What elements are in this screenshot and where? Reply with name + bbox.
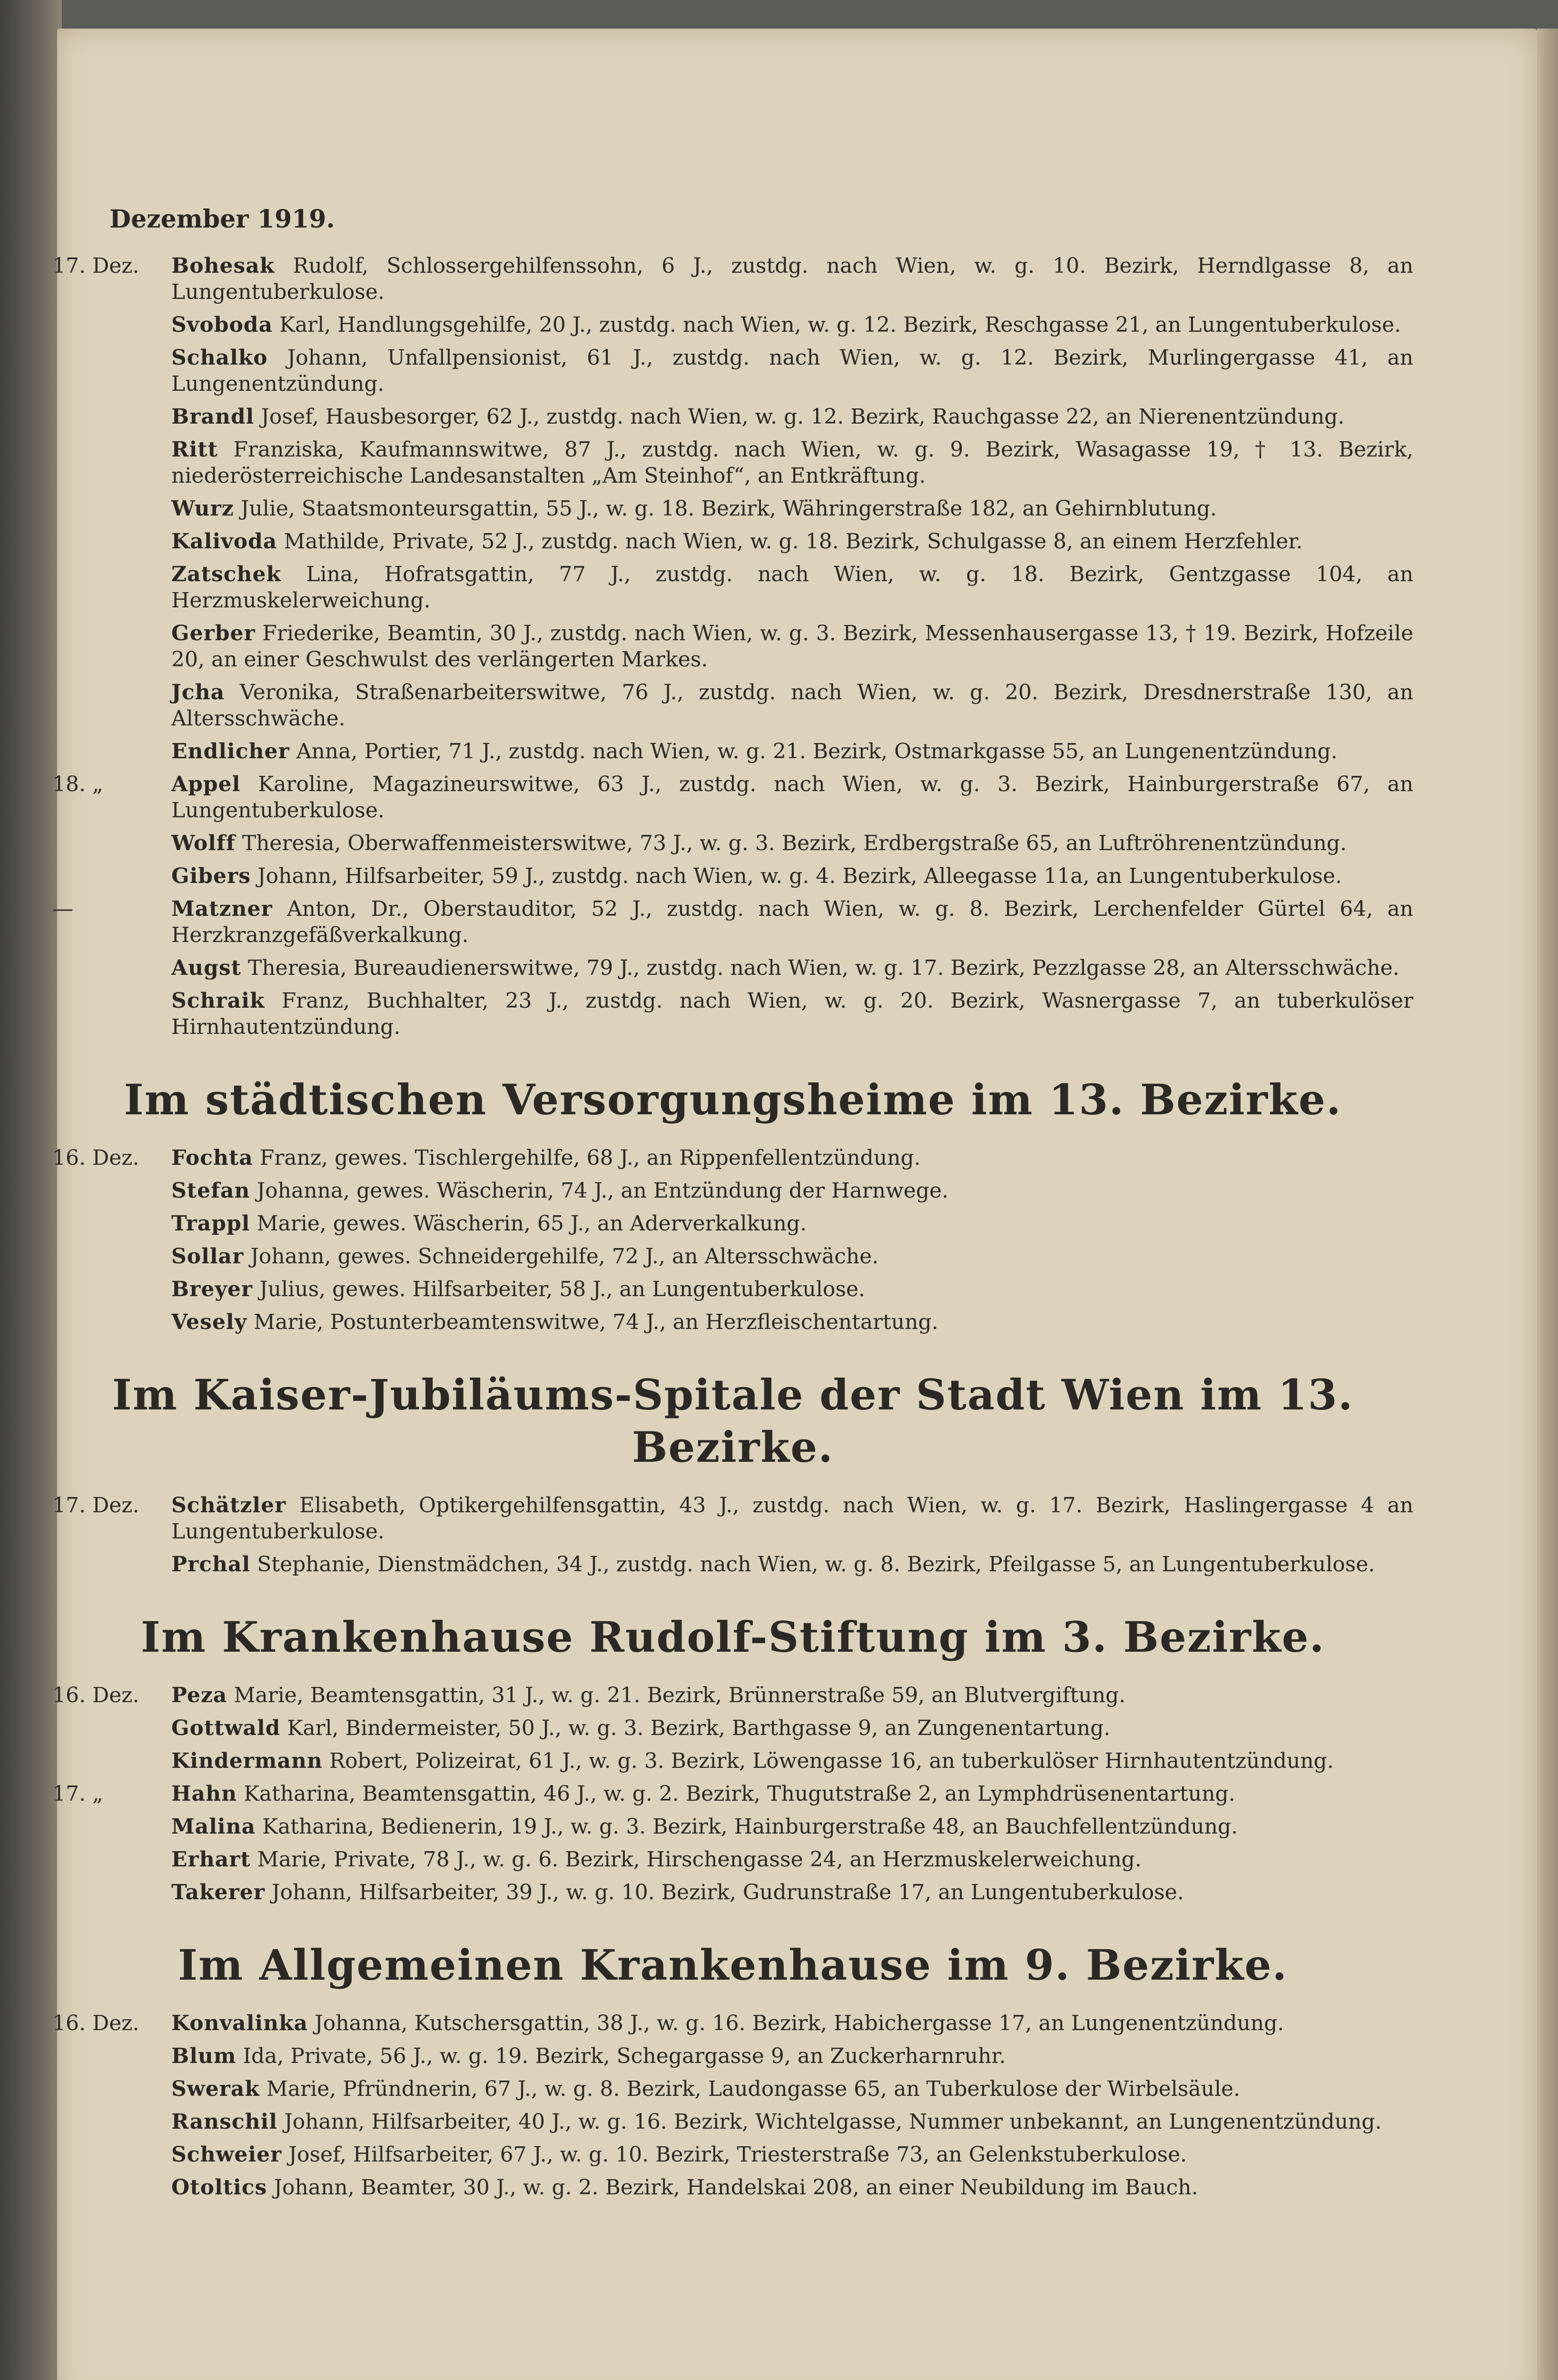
entry-surname: Brandl — [171, 405, 255, 429]
entry-body — [171, 1145, 1413, 1171]
entry-surname: Matzner — [171, 897, 273, 921]
entry-body — [171, 561, 1413, 614]
entry-text: Katharina, Beamtensgattin, 46 J., w. g. 2. Bezirk, Thugutstraße 2, an Lymphdrüsenentartung. — [244, 1782, 1235, 1806]
death-entry — [52, 771, 1413, 823]
death-entry — [52, 528, 1413, 555]
entry-text: Ida, Private, 56 J., w. g. 19. Bezirk, Schegargasse 9, an Zuckerharnruhr. — [243, 2044, 1006, 2068]
death-entry — [52, 896, 1413, 948]
entry-surname: Endlicher — [171, 739, 290, 764]
entry-body — [171, 1715, 1413, 1741]
entry-body — [171, 1551, 1413, 1577]
entry-text: Julius, gewes. Hilfsarbeiter, 58 J., an Lungentuberkulose. — [259, 1277, 865, 1301]
entry-body — [171, 896, 1413, 948]
entry-text: Karoline, Magazineurswitwe, 63 J., zustdg. nach Wien, w. g. 3. Bezirk, Hainburgerstraße 67, an Lungentuberkulose. — [171, 772, 1413, 823]
death-entry — [52, 2043, 1413, 2069]
entry-body — [171, 1781, 1413, 1807]
death-entry — [52, 312, 1413, 338]
entry-text: Johann, Hilfsarbeiter, 59 J., zustdg. nach Wien, w. g. 4. Bezirk, Alleegasse 11a, an Lungentuberkulose. — [257, 864, 1342, 888]
entry-body — [171, 1814, 1413, 1840]
entry-text: Veronika, Straßenarbeiterswitwe, 76 J., zustdg. nach Wien, w. g. 20. Bezirk, Dresdnerstraße 130, an Altersschwäche. — [171, 680, 1413, 731]
entry-surname: Schraik — [171, 989, 265, 1013]
entry-text: Mathilde, Private, 52 J., zustdg. nach Wien, w. g. 18. Bezirk, Schulgasse 8, an einem Herzfehler. — [284, 529, 1303, 554]
entry-text: Stephanie, Dienstmädchen, 34 J., zustdg. nach Wien, w. g. 8. Bezirk, Pfeilgasse 5, an Lungentuberkulose. — [257, 1552, 1375, 1577]
entry-text: Josef, Hilfsarbeiter, 67 J., w. g. 10. Bezirk, Triesterstraße 73, an Gelenkstuberkulose. — [288, 2142, 1187, 2167]
sections-container — [52, 253, 1413, 2201]
entry-body — [171, 955, 1413, 981]
entry-date: 16. Dez. — [52, 1146, 139, 1170]
entry-text: Robert, Polizeirat, 61 J., w. g. 3. Bezirk, Löwengasse 16, an tuberkulöser Hirnhautentzündung. — [329, 1749, 1334, 1773]
entry-text: Josef, Hausbesorger, 62 J., zustdg. nach Wien, w. g. 12. Bezirk, Rauchgasse 22, an Nierenentzündung. — [261, 405, 1345, 429]
death-entry — [52, 1243, 1413, 1269]
death-entry — [52, 1715, 1413, 1741]
entry-surname: Blum — [171, 2044, 237, 2068]
entry-body — [171, 1748, 1413, 1774]
death-entry — [52, 1210, 1413, 1237]
death-entry — [52, 2109, 1413, 2135]
entry-text: Franz, gewes. Tischlergehilfe, 68 J., an Rippenfellentzündung. — [259, 1146, 921, 1170]
entry-body — [171, 312, 1413, 338]
entry-body — [171, 1879, 1413, 1905]
entry-body — [171, 436, 1413, 489]
entry-text: Elisabeth, Optikergehilfensgattin, 43 J., zustdg. nach Wien, w. g. 17. Bezirk, Haslingergasse 4 an Lungentuberkulose. — [171, 1493, 1413, 1544]
entry-body — [171, 2109, 1413, 2135]
entry-surname: Sollar — [171, 1244, 244, 1269]
entry-text: Johann, Hilfsarbeiter, 39 J., w. g. 10. Bezirk, Gudrunstraße 17, an Lungentuberkulose. — [271, 1880, 1184, 1904]
death-entry — [52, 679, 1413, 732]
entry-body — [171, 2043, 1413, 2069]
entry-body — [171, 1682, 1413, 1708]
section-heading: Im Krankenhause Rudolf-Stiftung im 3. Bezirke. — [140, 1612, 1325, 1662]
entry-text: Julie, Staatsmonteursgattin, 55 J., w. g. 18. Bezirk, Währingerstraße 182, an Gehirnblutung. — [240, 496, 1217, 521]
entry-text: Marie, Beamtensgattin, 31 J., w. g. 21. Bezirk, Brünnerstraße 59, an Blutvergiftung. — [234, 1683, 1126, 1707]
death-entry — [52, 1879, 1413, 1905]
entry-text: Theresia, Oberwaffenmeisterswitwe, 73 J., w. g. 3. Bezirk, Erdbergstraße 65, an Luftröhrenentzündung. — [242, 831, 1347, 855]
entry-body — [171, 1276, 1413, 1302]
entry-surname: Fochta — [171, 1146, 253, 1170]
entry-body — [171, 1178, 1413, 1204]
entry-surname: Peza — [171, 1683, 227, 1707]
entry-surname: Gerber — [171, 621, 256, 645]
death-entry — [52, 1492, 1413, 1545]
entry-text: Marie, Postunterbeamtenswitwe, 74 J., an Herzfleischentartung. — [254, 1310, 938, 1334]
death-entry — [52, 2010, 1413, 2036]
entry-body — [171, 1210, 1413, 1237]
entry-date: — — [52, 897, 73, 921]
entry-surname: Ritt — [171, 437, 218, 462]
entry-body — [171, 771, 1413, 823]
entry-text: Franz, Buchhalter, 23 J., zustdg. nach Wien, w. g. 20. Bezirk, Wasnergasse 7, an tuberkulöser Hirnhautentzündung. — [171, 989, 1413, 1039]
death-entry — [52, 1178, 1413, 1204]
entry-body — [171, 1309, 1413, 1335]
death-entry — [52, 1748, 1413, 1774]
section-heading: Im Kaiser-Jubiläums-Spitale der Stadt Wien im 13. Bezirke. — [112, 1370, 1354, 1472]
death-entry — [52, 1145, 1413, 1171]
entry-body — [171, 620, 1413, 673]
entry-date: 17. „ — [52, 1782, 103, 1806]
entry-surname: Jcha — [171, 680, 225, 704]
entry-surname: Prchal — [171, 1552, 251, 1577]
death-entry — [52, 988, 1413, 1040]
entry-date: 17. Dez. — [52, 254, 139, 278]
entry-surname: Schalko — [171, 346, 268, 370]
entry-text: Johann, Beamter, 30 J., w. g. 2. Bezirk, Handelskai 208, an einer Neubildung im Bauch. — [274, 2175, 1198, 2200]
entry-surname: Schätzler — [171, 1493, 286, 1517]
death-entry — [52, 2174, 1413, 2201]
section-heading: Im städtischen Versorgungsheime im 13. Bezirke. — [124, 1075, 1342, 1124]
entry-text: Johanna, Kutschersgattin, 38 J., w. g. 16. Bezirk, Habichergasse 17, an Lungenentzündung. — [315, 2011, 1284, 2035]
entry-surname: Hahn — [171, 1782, 237, 1806]
entry-body — [171, 404, 1413, 430]
death-entry — [52, 1309, 1413, 1335]
entry-surname: Wurz — [171, 496, 234, 521]
entry-date: 16. Dez. — [52, 2011, 139, 2035]
entry-body — [171, 2076, 1413, 2102]
entry-body — [171, 253, 1413, 305]
entry-surname: Trappl — [171, 1211, 250, 1236]
death-entry — [52, 2142, 1413, 2168]
entry-text: Lina, Hofratsgattin, 77 J., zustdg. nach Wien, w. g. 18. Bezirk, Gentzgasse 104, an Herzmuskelerweichung. — [171, 562, 1413, 613]
entry-text: Marie, Private, 78 J., w. g. 6. Bezirk, Hirschengasse 24, an Herzmuskelerweichung. — [257, 1847, 1142, 1872]
entry-surname: Ranschil — [171, 2110, 278, 2134]
entry-text: Johann, Unfallpensionist, 61 J., zustdg. nach Wien, w. g. 12. Bezirk, Murlingergasse 41, an Lungenentzündung. — [171, 346, 1413, 396]
death-entry — [52, 863, 1413, 889]
entry-surname: Augst — [171, 956, 241, 980]
entry-surname: Zatschek — [171, 562, 281, 586]
entry-body — [171, 1846, 1413, 1873]
entry-body — [171, 528, 1413, 555]
entry-text: Friederike, Beamtin, 30 J., zustdg. nach Wien, w. g. 3. Bezirk, Messenhausergasse 13, † 19. Bezirk, Hofzeile 20, an einer Geschwulst des verlängerten Markes. — [171, 621, 1413, 672]
entry-text: Johann, gewes. Schneidergehilfe, 72 J., an Altersschwäche. — [250, 1244, 879, 1269]
entry-surname: Bohesak — [171, 254, 275, 278]
entry-date: 18. „ — [52, 772, 103, 796]
entry-date: 16. Dez. — [52, 1683, 139, 1707]
death-entry — [52, 830, 1413, 856]
entry-surname: Wolff — [171, 831, 236, 855]
entry-text: Anna, Portier, 71 J., zustdg. nach Wien, w. g. 21. Bezirk, Ostmarkgasse 55, an Lungenentzündung. — [296, 739, 1338, 764]
entry-text: Marie, gewes. Wäscherin, 65 J., an Aderverkalkung. — [256, 1211, 807, 1236]
death-entry — [52, 1814, 1413, 1840]
entry-body — [171, 863, 1413, 889]
section-heading: Im Allgemeinen Krankenhause im 9. Bezirke. — [177, 1940, 1288, 1990]
entry-body — [171, 496, 1413, 522]
death-entry — [52, 253, 1413, 305]
entry-text: Katharina, Bedienerin, 19 J., w. g. 3. Bezirk, Hainburgerstraße 48, an Bauchfellentzündung. — [262, 1815, 1238, 1839]
entry-surname: Stefan — [171, 1179, 250, 1203]
death-entry — [52, 1276, 1413, 1302]
entry-text: Rudolf, Schlossergehilfenssohn, 6 J., zustdg. nach Wien, w. g. 10. Bezirk, Herndlgasse 8, an Lungentuberkulose. — [171, 254, 1413, 304]
entry-text: Anton, Dr., Oberstauditor, 52 J., zustdg. nach Wien, w. g. 8. Bezirk, Lerchenfelder Gürtel 64, an Herzkranzgefäßverkalkung. — [171, 897, 1413, 947]
death-entry — [52, 345, 1413, 397]
entry-surname: Otoltics — [171, 2175, 267, 2200]
death-entry — [52, 404, 1413, 430]
death-entry — [52, 1781, 1413, 1807]
death-entry — [52, 1846, 1413, 1873]
page-edge — [1537, 29, 1558, 2380]
entry-surname: Svoboda — [171, 313, 273, 337]
entry-body — [171, 830, 1413, 856]
entry-surname: Vesely — [171, 1310, 247, 1334]
death-entry — [52, 738, 1413, 764]
entry-body — [171, 988, 1413, 1040]
entry-text: Theresia, Bureaudienerswitwe, 79 J., zustdg. nach Wien, w. g. 17. Bezirk, Pezzlgasse 28, an Altersschwäche. — [248, 956, 1400, 980]
death-entry — [52, 1551, 1413, 1577]
death-entry — [52, 436, 1413, 489]
entry-surname: Malina — [171, 1815, 256, 1839]
entry-body — [171, 1243, 1413, 1269]
entry-surname: Kalivoda — [171, 529, 277, 554]
death-entry — [52, 620, 1413, 673]
entry-body — [171, 679, 1413, 732]
entry-surname: Swerak — [171, 2077, 260, 2101]
entry-surname: Appel — [171, 772, 241, 796]
entry-text: Johann, Hilfsarbeiter, 40 J., w. g. 16. Bezirk, Wichtelgasse, Nummer unbekannt, an Lungenentzündung. — [284, 2110, 1382, 2134]
month-heading: Dezember 1919. — [109, 205, 335, 234]
death-entry — [52, 955, 1413, 981]
entry-surname: Gottwald — [171, 1716, 281, 1740]
entry-surname: Gibers — [171, 864, 251, 888]
death-entry — [52, 496, 1413, 522]
entry-surname: Kindermann — [171, 1749, 323, 1773]
entry-surname: Schweier — [171, 2142, 282, 2167]
death-entry — [52, 561, 1413, 614]
entry-surname: Konvalinka — [171, 2011, 308, 2035]
entry-body — [171, 345, 1413, 397]
entry-date: 17. Dez. — [52, 1493, 139, 1517]
entry-body — [171, 2174, 1413, 2201]
entry-text: Karl, Handlungsgehilfe, 20 J., zustdg. nach Wien, w. g. 12. Bezirk, Reschgasse 21, an Lungentuberkulose. — [279, 313, 1401, 337]
death-entry — [52, 1682, 1413, 1708]
entry-surname: Takerer — [171, 1880, 265, 1904]
entry-surname: Breyer — [171, 1277, 253, 1301]
document-content — [52, 205, 1413, 2207]
entry-body — [171, 738, 1413, 764]
entry-body — [171, 2142, 1413, 2168]
entry-body — [171, 2010, 1413, 2036]
entry-surname: Erhart — [171, 1847, 251, 1872]
entry-text: Marie, Pfründnerin, 67 J., w. g. 8. Bezirk, Laudongasse 65, an Tuberkulose der Wirbelsäule. — [266, 2077, 1241, 2101]
entry-text: Franziska, Kaufmannswitwe, 87 J., zustdg. nach Wien, w. g. 9. Bezirk, Wasagasse 19, † 13. Bezirk, niederösterreichische Landesanstalten „Am Steinhof“, an Entkräftung. — [171, 437, 1413, 488]
entry-body — [171, 1492, 1413, 1545]
entry-text: Karl, Bindermeister, 50 J., w. g. 3. Bezirk, Barthgasse 9, an Zungenentartung. — [287, 1716, 1111, 1740]
death-entry — [52, 2076, 1413, 2102]
entry-text: Johanna, gewes. Wäscherin, 74 J., an Entzündung der Harnwege. — [256, 1179, 949, 1203]
